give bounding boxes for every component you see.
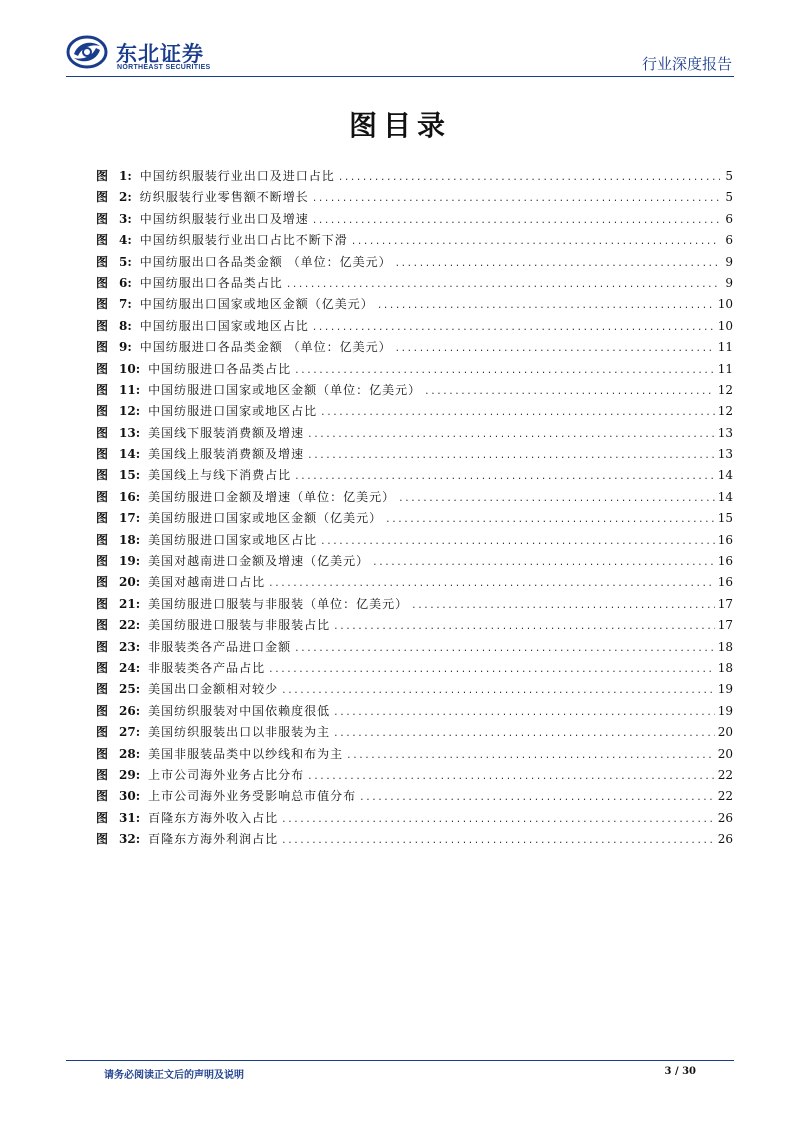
toc-figure-number: 25:: [119, 682, 141, 697]
toc-dot-leader: [398, 489, 715, 510]
toc-entry[interactable]: [96, 765, 733, 786]
toc-entry[interactable]: [96, 594, 733, 615]
toc-figure-label: [96, 209, 132, 230]
toc-dot-leader: [346, 746, 715, 767]
toc-entry[interactable]: [96, 615, 733, 636]
toc-figure-label: [96, 658, 140, 679]
toc-figure-prefix: 图: [96, 211, 109, 226]
toc-figure-number: 11:: [119, 382, 141, 397]
footer-disclaimer: 请务必阅读正文后的声明及说明: [104, 1070, 244, 1081]
toc-figure-label: [96, 679, 140, 700]
toc-figure-prefix: 图: [96, 169, 109, 183]
toc-dot-leader: [351, 232, 720, 253]
toc-figure-number: 3:: [119, 211, 132, 226]
figure-toc-list: [96, 166, 733, 851]
toc-figure-title: 中国纺服进口各品类金额 （单位：亿美元）: [139, 340, 392, 355]
toc-entry[interactable]: [96, 294, 733, 315]
toc-figure-prefix: 图: [96, 639, 109, 654]
toc-figure-prefix: 图: [96, 618, 109, 633]
toc-figure-label: [96, 294, 132, 315]
toc-figure-prefix: 图: [96, 810, 109, 825]
toc-page-number: 22: [717, 767, 733, 782]
toc-figure-prefix: 图: [96, 554, 109, 569]
toc-figure-title: 美国线上与线下消费占比: [148, 468, 292, 483]
toc-figure-number: 12:: [119, 404, 141, 419]
toc-page-number: 13: [717, 425, 733, 440]
toc-figure-title: 中国纺服出口各品类金额 （单位：亿美元）: [139, 254, 392, 269]
toc-figure-number: 7:: [119, 297, 132, 312]
toc-dot-leader: [294, 467, 715, 488]
toc-figure-number: 10:: [119, 361, 141, 376]
toc-entry[interactable]: [96, 508, 733, 529]
toc-figure-title: 中国纺服出口国家或地区金额（亿美元）: [139, 297, 374, 312]
toc-entry[interactable]: [96, 465, 733, 486]
toc-figure-prefix: 图: [96, 275, 109, 290]
toc-figure-label: [96, 316, 132, 337]
toc-entry[interactable]: [96, 252, 733, 273]
toc-figure-number: 17:: [119, 511, 141, 526]
toc-dot-leader: [268, 660, 715, 681]
toc-dot-leader: [333, 617, 715, 638]
toc-figure-prefix: 图: [96, 447, 109, 462]
toc-figure-title: 美国线下服装消费额及增速: [148, 425, 305, 440]
toc-figure-label: [96, 359, 140, 380]
toc-dot-leader: [294, 639, 715, 660]
report-type-label: 行业深度报告: [641, 55, 732, 73]
toc-figure-prefix: 图: [96, 682, 109, 697]
toc-figure-title: 美国纺服进口国家或地区金额（亿美元）: [148, 511, 383, 526]
toc-entry[interactable]: [96, 786, 733, 807]
toc-page-number: 19: [717, 703, 733, 718]
toc-page-number: 11: [717, 361, 733, 376]
toc-figure-title: 美国对越南进口金额及增速（亿美元）: [148, 554, 370, 569]
toc-figure-number: 22:: [119, 618, 141, 633]
toc-figure-label: [96, 594, 140, 615]
toc-figure-label: [96, 530, 140, 551]
toc-figure-label: [96, 701, 140, 722]
toc-figure-label: [96, 786, 140, 807]
toc-figure-label: [96, 401, 140, 422]
toc-figure-prefix: 图: [96, 468, 109, 483]
toc-dot-leader: [395, 254, 720, 275]
toc-entry[interactable]: [96, 701, 733, 722]
toc-entry[interactable]: [96, 166, 733, 187]
northeast-securities-logo-icon: [66, 34, 110, 70]
toc-page-number: 5: [725, 190, 733, 205]
toc-figure-title: 中国纺服进口国家或地区占比: [148, 404, 318, 419]
toc-entry[interactable]: [96, 658, 733, 679]
toc-figure-label: [96, 337, 132, 358]
toc-figure-number: 2:: [119, 190, 132, 205]
toc-page-number: 5: [725, 169, 733, 183]
toc-dot-leader: [312, 211, 720, 232]
toc-figure-title: 中国纺服进口各品类占比: [148, 361, 292, 376]
toc-page-number: 18: [717, 660, 733, 675]
header-divider: [66, 76, 734, 77]
toc-figure-title: 上市公司海外业务占比分布: [148, 767, 305, 782]
toc-entry[interactable]: [96, 209, 733, 230]
toc-page-number: 18: [717, 639, 733, 654]
page-number: 3 / 30: [664, 1066, 696, 1077]
toc-page-number: 9: [725, 275, 733, 290]
toc-figure-title: 纺织服装行业零售额不断增长: [139, 190, 309, 205]
toc-figure-label: [96, 423, 140, 444]
toc-figure-prefix: 图: [96, 425, 109, 440]
toc-figure-prefix: 图: [96, 511, 109, 526]
toc-figure-number: 1:: [119, 169, 132, 183]
toc-figure-number: 8:: [119, 318, 132, 333]
toc-dot-leader: [424, 382, 715, 403]
brand-name-en: NORTHEAST SECURITIES: [117, 64, 211, 71]
toc-dot-leader: [395, 339, 715, 360]
toc-page-number: 20: [717, 746, 733, 761]
toc-figure-label: [96, 722, 140, 743]
toc-figure-number: 23:: [119, 639, 141, 654]
toc-dot-leader: [359, 788, 715, 809]
toc-figure-number: 6:: [119, 275, 132, 290]
toc-entry[interactable]: [96, 337, 733, 358]
toc-figure-number: 29:: [119, 767, 141, 782]
toc-figure-title: 美国纺服进口服装与非服装占比: [148, 618, 331, 633]
toc-page-number: 13: [717, 447, 733, 462]
toc-figure-label: [96, 230, 132, 251]
toc-page-number: 16: [717, 575, 733, 590]
footer-divider: [66, 1060, 734, 1061]
toc-figure-title: 美国纺服进口国家或地区占比: [148, 532, 318, 547]
brand-name-cn: 东北证券: [116, 42, 204, 66]
toc-figure-title: 中国纺织服装行业出口占比不断下滑: [139, 233, 348, 248]
toc-dot-leader: [268, 574, 715, 595]
toc-figure-number: 30:: [119, 789, 141, 804]
toc-figure-prefix: 图: [96, 190, 109, 205]
toc-page-number: 9: [725, 254, 733, 269]
toc-entry[interactable]: [96, 401, 733, 422]
toc-figure-label: [96, 187, 132, 208]
toc-figure-prefix: 图: [96, 767, 109, 782]
toc-figure-prefix: 图: [96, 382, 109, 397]
toc-page-number: 10: [717, 318, 733, 333]
toc-figure-label: [96, 808, 140, 829]
toc-figure-prefix: 图: [96, 660, 109, 675]
toc-figure-title: 百隆东方海外收入占比: [148, 810, 279, 825]
toc-figure-number: 13:: [119, 425, 141, 440]
toc-entry[interactable]: [96, 487, 733, 508]
toc-figure-number: 4:: [119, 233, 132, 248]
toc-page-number: 19: [717, 682, 733, 697]
toc-page-number: 17: [717, 596, 733, 611]
toc-page-number: 6: [725, 211, 733, 226]
toc-figure-number: 16:: [119, 489, 141, 504]
toc-dot-leader: [312, 318, 715, 339]
toc-figure-prefix: 图: [96, 404, 109, 419]
toc-entry[interactable]: [96, 744, 733, 765]
toc-figure-title: 中国纺织服装行业出口及进口占比: [139, 169, 335, 183]
toc-figure-number: 20:: [119, 575, 141, 590]
toc-entry[interactable]: [96, 380, 733, 401]
toc-figure-title: 非服装类各产品占比: [148, 660, 266, 675]
toc-page-number: 16: [717, 532, 733, 547]
toc-page-number: 20: [717, 725, 733, 740]
toc-page-number: 22: [717, 789, 733, 804]
toc-entry[interactable]: [96, 829, 733, 850]
toc-figure-label: [96, 166, 132, 187]
toc-figure-title: 中国纺服出口国家或地区占比: [139, 318, 309, 333]
toc-entry[interactable]: [96, 530, 733, 551]
toc-figure-title: 美国纺服进口服装与非服装（单位：亿美元）: [148, 596, 409, 611]
toc-figure-number: 21:: [119, 596, 141, 611]
toc-figure-label: [96, 744, 140, 765]
toc-figure-prefix: 图: [96, 832, 109, 847]
toc-page-number: 12: [717, 382, 733, 397]
page-title: 图目录: [348, 109, 451, 142]
toc-figure-title: 美国纺服进口金额及增速（单位：亿美元）: [148, 489, 396, 504]
toc-figure-prefix: 图: [96, 361, 109, 376]
toc-figure-title: 美国对越南进口占比: [148, 575, 266, 590]
toc-figure-number: 27:: [119, 725, 141, 740]
toc-page-number: 14: [717, 468, 733, 483]
toc-figure-prefix: 图: [96, 789, 109, 804]
toc-figure-label: [96, 572, 140, 593]
toc-page-number: 11: [717, 340, 733, 355]
toc-figure-prefix: 图: [96, 532, 109, 547]
toc-figure-title: 中国纺服出口各品类占比: [139, 275, 283, 290]
toc-figure-title: 美国纺织服装对中国依赖度很低: [148, 703, 331, 718]
toc-figure-title: 上市公司海外业务受影响总市值分布: [148, 789, 357, 804]
toc-figure-prefix: 图: [96, 318, 109, 333]
toc-dot-leader: [338, 168, 720, 189]
toc-figure-title: 中国纺织服装行业出口及增速: [139, 211, 309, 226]
toc-figure-number: 15:: [119, 468, 141, 483]
toc-figure-number: 31:: [119, 810, 141, 825]
toc-figure-number: 9:: [119, 340, 132, 355]
toc-figure-title: 美国非服装品类中以纱线和布为主: [148, 746, 344, 761]
toc-figure-prefix: 图: [96, 596, 109, 611]
toc-figure-title: 非服装类各产品进口金额: [148, 639, 292, 654]
toc-page-number: 14: [717, 489, 733, 504]
toc-page-number: 10: [717, 297, 733, 312]
page-header: [0, 0, 800, 78]
toc-entry[interactable]: [96, 187, 733, 208]
toc-figure-label: [96, 252, 132, 273]
toc-figure-prefix: 图: [96, 489, 109, 504]
toc-figure-prefix: 图: [96, 340, 109, 355]
toc-dot-leader: [307, 767, 715, 788]
toc-figure-number: 28:: [119, 746, 141, 761]
toc-page-number: 26: [717, 832, 733, 847]
toc-figure-prefix: 图: [96, 233, 109, 248]
toc-entry[interactable]: [96, 230, 733, 251]
toc-figure-label: [96, 444, 140, 465]
toc-figure-label: [96, 829, 140, 850]
toc-dot-leader: [307, 425, 715, 446]
toc-figure-prefix: 图: [96, 725, 109, 740]
toc-page-number: 26: [717, 810, 733, 825]
toc-page-number: 15: [717, 511, 733, 526]
toc-dot-leader: [281, 831, 715, 852]
toc-figure-label: [96, 380, 140, 401]
toc-entry[interactable]: [96, 572, 733, 593]
toc-figure-number: 32:: [119, 832, 141, 847]
toc-dot-leader: [333, 724, 715, 745]
toc-dot-leader: [333, 703, 715, 724]
toc-page-number: 6: [725, 233, 733, 248]
toc-figure-number: 26:: [119, 703, 141, 718]
toc-dot-leader: [320, 532, 715, 553]
toc-dot-leader: [385, 510, 715, 531]
toc-entry[interactable]: [96, 316, 733, 337]
toc-entry[interactable]: [96, 359, 733, 380]
toc-entry[interactable]: [96, 808, 733, 829]
toc-page-number: 17: [717, 618, 733, 633]
toc-figure-label: [96, 273, 132, 294]
toc-figure-number: 18:: [119, 532, 141, 547]
toc-dot-leader: [372, 553, 715, 574]
toc-figure-title: 百隆东方海外利润占比: [148, 832, 279, 847]
toc-entry[interactable]: [96, 444, 733, 465]
toc-entry[interactable]: [96, 423, 733, 444]
toc-entry[interactable]: [96, 637, 733, 658]
toc-figure-number: 24:: [119, 660, 141, 675]
toc-dot-leader: [411, 596, 715, 617]
toc-dot-leader: [281, 681, 715, 702]
toc-figure-number: 5:: [119, 254, 132, 269]
toc-figure-prefix: 图: [96, 703, 109, 718]
toc-figure-title: 美国纺织服装出口以非服装为主: [148, 725, 331, 740]
toc-dot-leader: [307, 446, 715, 467]
toc-figure-label: [96, 551, 140, 572]
toc-dot-leader: [286, 275, 720, 296]
toc-figure-label: [96, 508, 140, 529]
toc-figure-title: 美国线上服装消费额及增速: [148, 447, 305, 462]
toc-figure-prefix: 图: [96, 254, 109, 269]
toc-dot-leader: [294, 361, 715, 382]
toc-figure-label: [96, 465, 140, 486]
toc-figure-title: 中国纺服进口国家或地区金额（单位：亿美元）: [148, 382, 422, 397]
toc-figure-number: 19:: [119, 554, 141, 569]
toc-figure-prefix: 图: [96, 297, 109, 312]
toc-dot-leader: [312, 189, 720, 210]
toc-entry[interactable]: [96, 679, 733, 700]
toc-figure-number: 14:: [119, 447, 141, 462]
toc-page-number: 12: [717, 404, 733, 419]
toc-dot-leader: [320, 403, 715, 424]
toc-figure-prefix: 图: [96, 746, 109, 761]
toc-page-number: 16: [717, 554, 733, 569]
toc-figure-label: [96, 487, 140, 508]
toc-figure-label: [96, 765, 140, 786]
toc-dot-leader: [377, 296, 715, 317]
toc-entry[interactable]: [96, 551, 733, 572]
toc-figure-prefix: 图: [96, 575, 109, 590]
toc-figure-label: [96, 615, 140, 636]
toc-entry[interactable]: [96, 722, 733, 743]
toc-figure-label: [96, 637, 140, 658]
toc-entry[interactable]: [96, 273, 733, 294]
toc-figure-title: 美国出口金额相对较少: [148, 682, 279, 697]
toc-dot-leader: [281, 810, 715, 831]
